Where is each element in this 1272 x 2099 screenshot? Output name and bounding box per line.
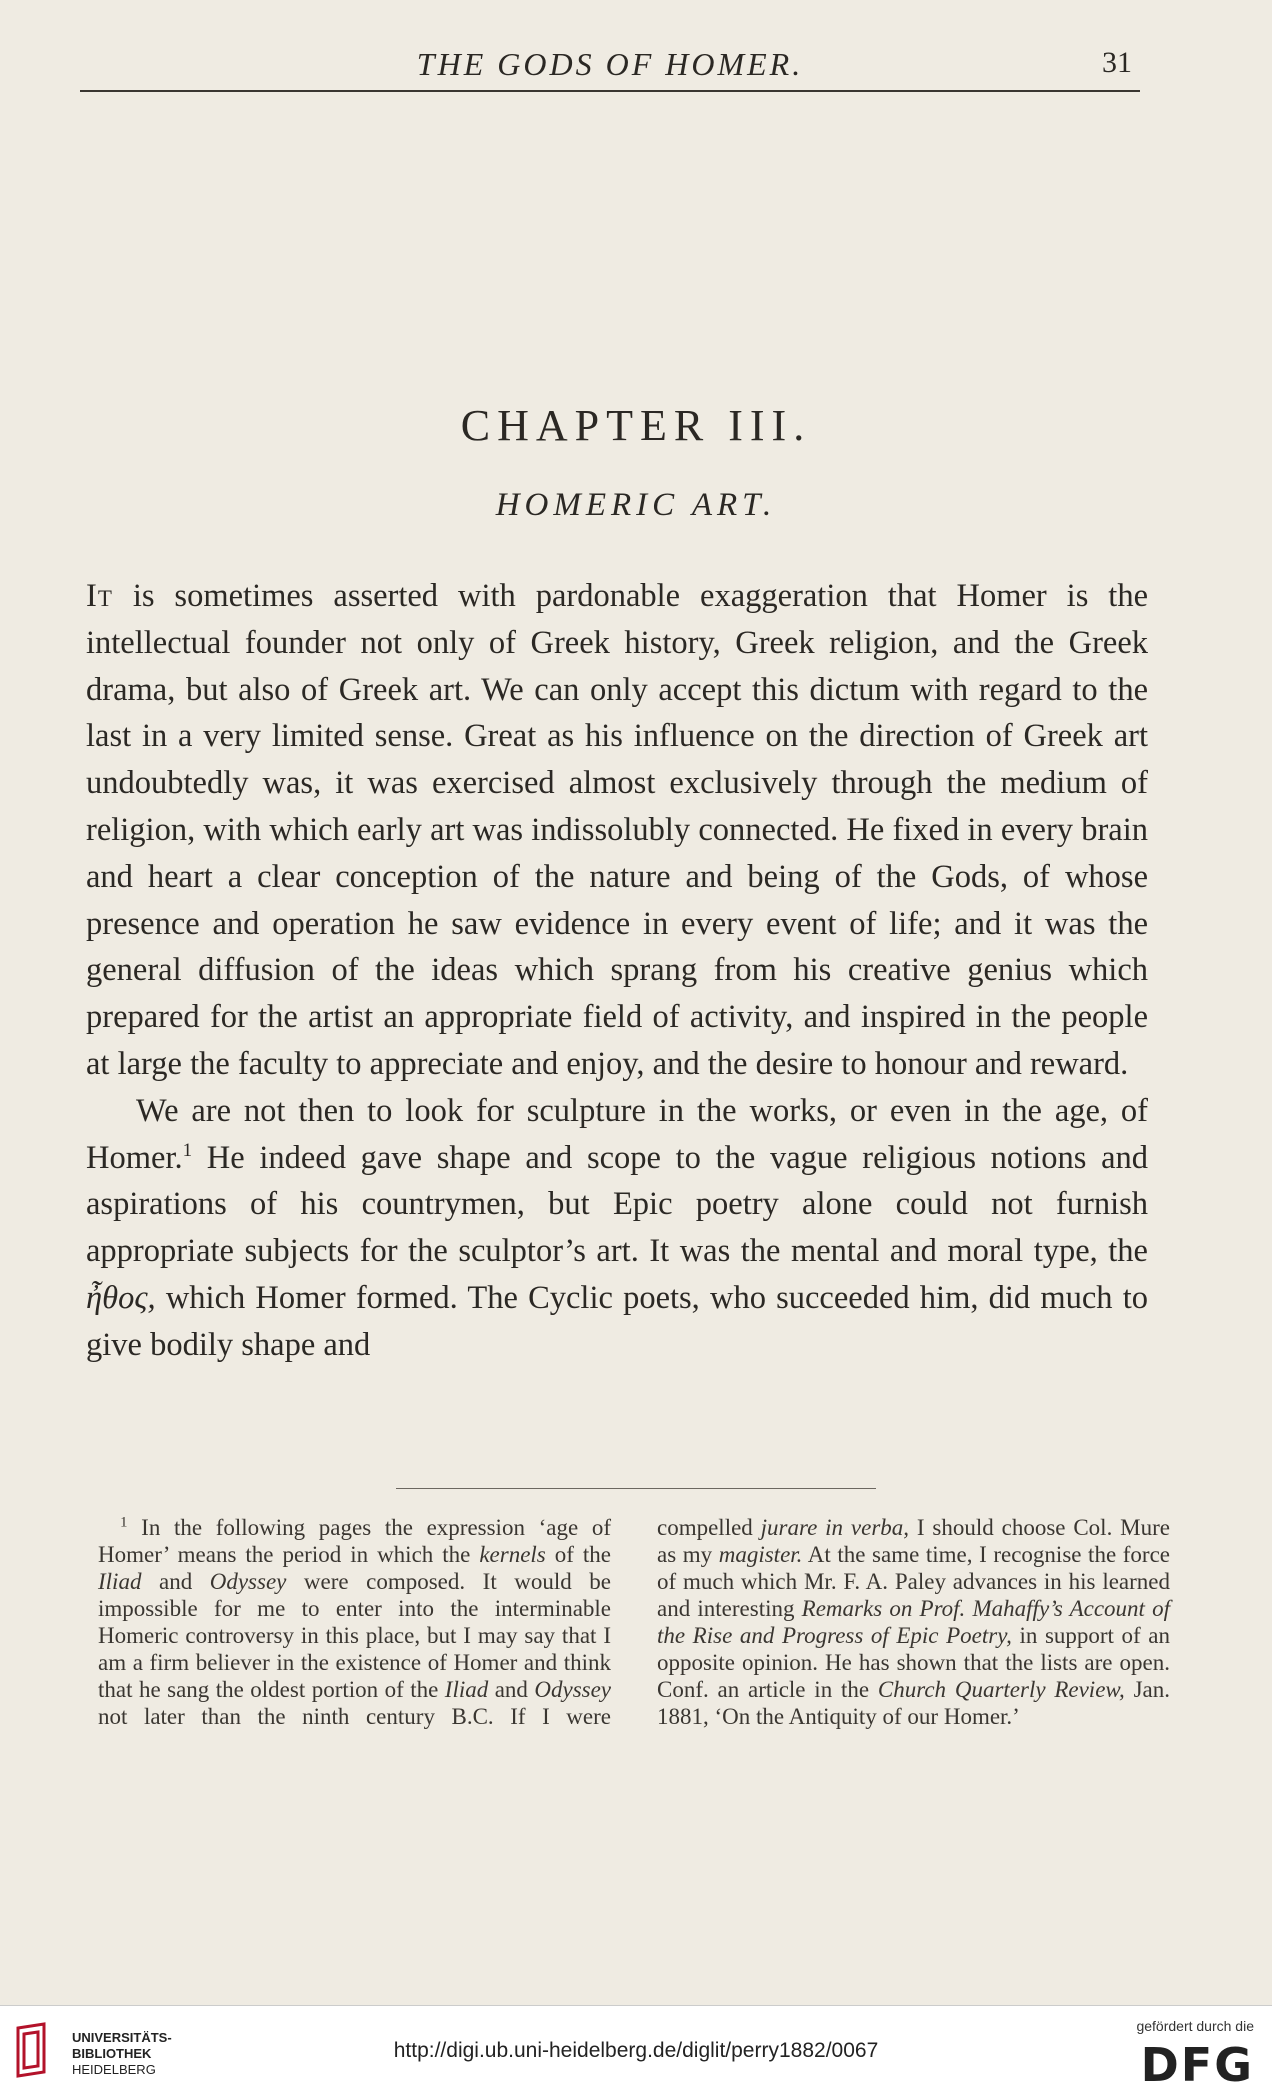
library-name-line: BIBLIOTHEK xyxy=(72,2046,152,2061)
paragraph-2-text-c: which Homer formed. The Cyclic poets, who succeeded him, did much to give bodily shape and xyxy=(86,1279,1148,1363)
footnote-divider xyxy=(396,1488,876,1489)
footnote-italic: magister. xyxy=(718,1542,803,1567)
paragraph-1 xyxy=(86,573,1148,1088)
footnote-italic: Iliad xyxy=(98,1569,142,1594)
footnote-text: In the following pages the expression ‘age of Homer’ means the period in which the xyxy=(98,1515,611,1567)
footnote-text: and xyxy=(488,1677,535,1702)
footnote-text: At the same time, I recognise the force of much which Mr. F. A. Paley advances in his learned and interesting xyxy=(657,1542,1170,1621)
paragraph-2 xyxy=(86,1088,1148,1369)
footnote-italic: jurare in verba, xyxy=(760,1515,910,1540)
greek-word: ἦθος, xyxy=(86,1279,156,1316)
paragraph-2-text-b: He indeed gave shape and scope to the vague religious notions and aspirations of his countrymen, but Epic poetry alone could not furnish appropriate subjects for the sculptor’s art. It was the mental and moral type, the xyxy=(86,1139,1148,1270)
footnote-italic: Odyssey xyxy=(209,1569,287,1594)
footnote-text: of the xyxy=(545,1542,611,1567)
footnote-text: I should choose Col. Mure as my xyxy=(657,1515,1170,1567)
dfg-logo: DFG xyxy=(1140,2038,1254,2092)
paragraph-1-text: is sometimes asserted with pardonable exaggeration that Homer is the intellectual founder not only of Greek history, Greek religion, and the Greek drama, but also of Greek art. We can only accept this dictum with regard to the last in a very limited sense. Great as his influence on the direction of Greek art undoubtedly was, it was exercised almost exclusively through the medium of religion, with which early art was indissolubly connected. He fixed in every brain and heart a clear conception of the nature and being of the Gods, of whose presence and operation he saw evidence in every event of life; and it was the general diffusion of the ideas which sprang from his creative genius which prepared for the artist an appropriate field of activity, and inspired in the people at large the faculty to appreciate and enjoy, and the desire to honour and reward. xyxy=(86,578,1148,1082)
footnote-reference[interactable]: 1 xyxy=(182,1139,193,1161)
library-name-line: HEIDELBERG xyxy=(72,2062,156,2077)
funding-note: gefördert durch die xyxy=(1136,2018,1254,2034)
footnote-text: in support of an opposite opinion. He has shown that the lists are open. Conf. an article in the xyxy=(657,1623,1170,1702)
footnote-italic: kernels xyxy=(479,1542,546,1567)
footnote-italic: Iliad xyxy=(444,1677,489,1702)
footnote-italic: Remarks on Prof. Mahaffy’s Account of the Rise and Progress of Epic Poetry, xyxy=(657,1596,1170,1648)
footnote-italic: Odyssey xyxy=(534,1677,612,1702)
running-header xyxy=(80,46,1140,92)
footnote-number: 1 xyxy=(120,1514,128,1531)
paragraph-1-first-word: It xyxy=(86,578,113,614)
footnote-italic: Church Quarterly Review, xyxy=(877,1677,1125,1702)
library-name-line: UNIVERSITÄTS- xyxy=(72,2030,172,2045)
page-number: 31 xyxy=(1102,46,1132,79)
footnote-text: and xyxy=(141,1569,210,1594)
body-text xyxy=(86,573,1148,1369)
footnote-text: Jan. 1881, ‘On the Antiquity of our Homer.’ xyxy=(657,1677,1171,1729)
footnotes xyxy=(98,1514,1170,1730)
footnote-text: were composed. It would be impossible for me to enter into the interminable Homeric controversy in this place, but I may say that I am a firm believer in the existence of Homer and think that he sang the oldest portion of the xyxy=(98,1569,611,1702)
viewer-footer xyxy=(0,2005,1272,2099)
chapter-title: CHAPTER III. xyxy=(460,401,812,450)
chapter-subtitle: HOMERIC ART. xyxy=(495,487,777,523)
permalink-url[interactable]: http://digi.ub.uni-heidelberg.de/diglit/perry1882/0067 xyxy=(393,2039,879,2062)
footnote-text: not later than the ninth century B.C. If I were compelled xyxy=(98,1515,761,1729)
paragraph-2-text-a: We are not then to look for sculpture in the works, or even in the age, of Homer. xyxy=(86,1092,1148,1176)
footnote-1 xyxy=(98,1514,1170,1730)
running-title: THE GODS OF HOMER. xyxy=(416,46,804,82)
